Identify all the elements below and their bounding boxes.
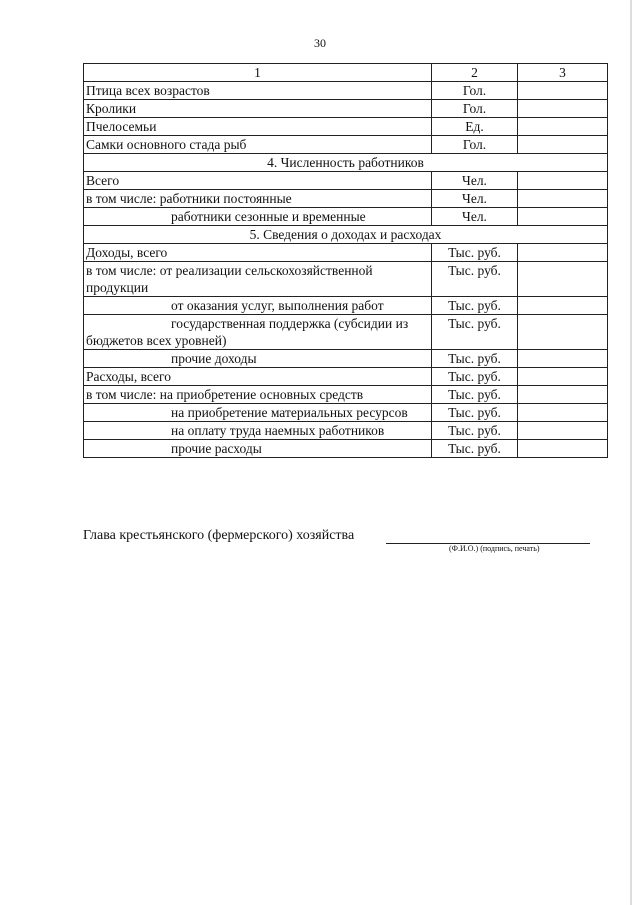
row-value [518, 244, 608, 262]
table-row [84, 440, 608, 458]
section-row [84, 226, 608, 244]
header-col-2: 2 [432, 64, 518, 82]
row-unit: Гол. [432, 100, 518, 118]
row-unit: Тыс. руб. [432, 386, 518, 404]
row-label: в том числе: на приобретение основных средств [84, 386, 432, 404]
row-label: прочие доходы [84, 350, 432, 368]
table-row [84, 350, 608, 368]
row-value [518, 262, 608, 297]
row-label: в том числе: работники постоянные [84, 190, 432, 208]
section-row [84, 154, 608, 172]
row-label: Кролики [84, 100, 432, 118]
row-unit: Тыс. руб. [432, 422, 518, 440]
table-row [84, 172, 608, 190]
row-unit: Гол. [432, 82, 518, 100]
row-label: Всего [84, 172, 432, 190]
row-label: на приобретение материальных ресурсов [84, 404, 432, 422]
row-unit: Тыс. руб. [432, 315, 518, 350]
table-row [84, 386, 608, 404]
row-unit: Гол. [432, 136, 518, 154]
row-value [518, 386, 608, 404]
row-label: Самки основного стада рыб [84, 136, 432, 154]
row-label: Пчелосемьи [84, 118, 432, 136]
page-number: 30 [314, 36, 326, 50]
row-value [518, 82, 608, 100]
row-unit: Тыс. руб. [432, 404, 518, 422]
row-value [518, 118, 608, 136]
row-value [518, 172, 608, 190]
row-value [518, 404, 608, 422]
row-unit: Чел. [432, 172, 518, 190]
row-unit: Тыс. руб. [432, 262, 518, 297]
section-title: 5. Сведения о доходах и расходах [84, 226, 608, 244]
row-value [518, 297, 608, 315]
row-value [518, 136, 608, 154]
row-label: Доходы, всего [84, 244, 432, 262]
row-unit: Тыс. руб. [432, 350, 518, 368]
table-row [84, 422, 608, 440]
table-row [84, 190, 608, 208]
header-row [84, 64, 608, 82]
signature-caption: (Ф.И.О.) (подпись, печать) [449, 544, 540, 553]
data-table [83, 63, 608, 458]
table-row [84, 368, 608, 386]
table-row [84, 100, 608, 118]
table-row [84, 262, 608, 297]
row-value [518, 350, 608, 368]
row-label: в том числе: от реализации сельскохозяйственной продукции [84, 262, 432, 297]
table-row [84, 136, 608, 154]
row-value [518, 190, 608, 208]
row-unit: Чел. [432, 190, 518, 208]
row-unit: Тыс. руб. [432, 244, 518, 262]
header-col-1: 1 [84, 64, 432, 82]
table-row [84, 118, 608, 136]
header-col-3: 3 [518, 64, 608, 82]
row-value [518, 315, 608, 350]
row-label: прочие расходы [84, 440, 432, 458]
table-row [84, 82, 608, 100]
table-row [84, 404, 608, 422]
row-label: работники сезонные и временные [84, 208, 432, 226]
row-label: государственная поддержка (субсидии из бюджетов всех уровней) [84, 315, 432, 350]
row-label: Расходы, всего [84, 368, 432, 386]
row-unit: Тыс. руб. [432, 368, 518, 386]
section-title: 4. Численность работников [84, 154, 608, 172]
page-edge [630, 0, 632, 905]
row-value [518, 100, 608, 118]
footer-label: Глава крестьянского (фермерского) хозяйства [83, 528, 355, 543]
row-value [518, 440, 608, 458]
row-value [518, 368, 608, 386]
row-unit: Тыс. руб. [432, 440, 518, 458]
row-value [518, 208, 608, 226]
row-label: от оказания услуг, выполнения работ [84, 297, 432, 315]
row-unit: Ед. [432, 118, 518, 136]
row-label: Птица всех возрастов [84, 82, 432, 100]
table-row [84, 208, 608, 226]
table-row [84, 297, 608, 315]
row-label: на оплату труда наемных работников [84, 422, 432, 440]
row-unit: Чел. [432, 208, 518, 226]
table-row [84, 244, 608, 262]
row-value [518, 422, 608, 440]
table-row [84, 315, 608, 350]
row-unit: Тыс. руб. [432, 297, 518, 315]
